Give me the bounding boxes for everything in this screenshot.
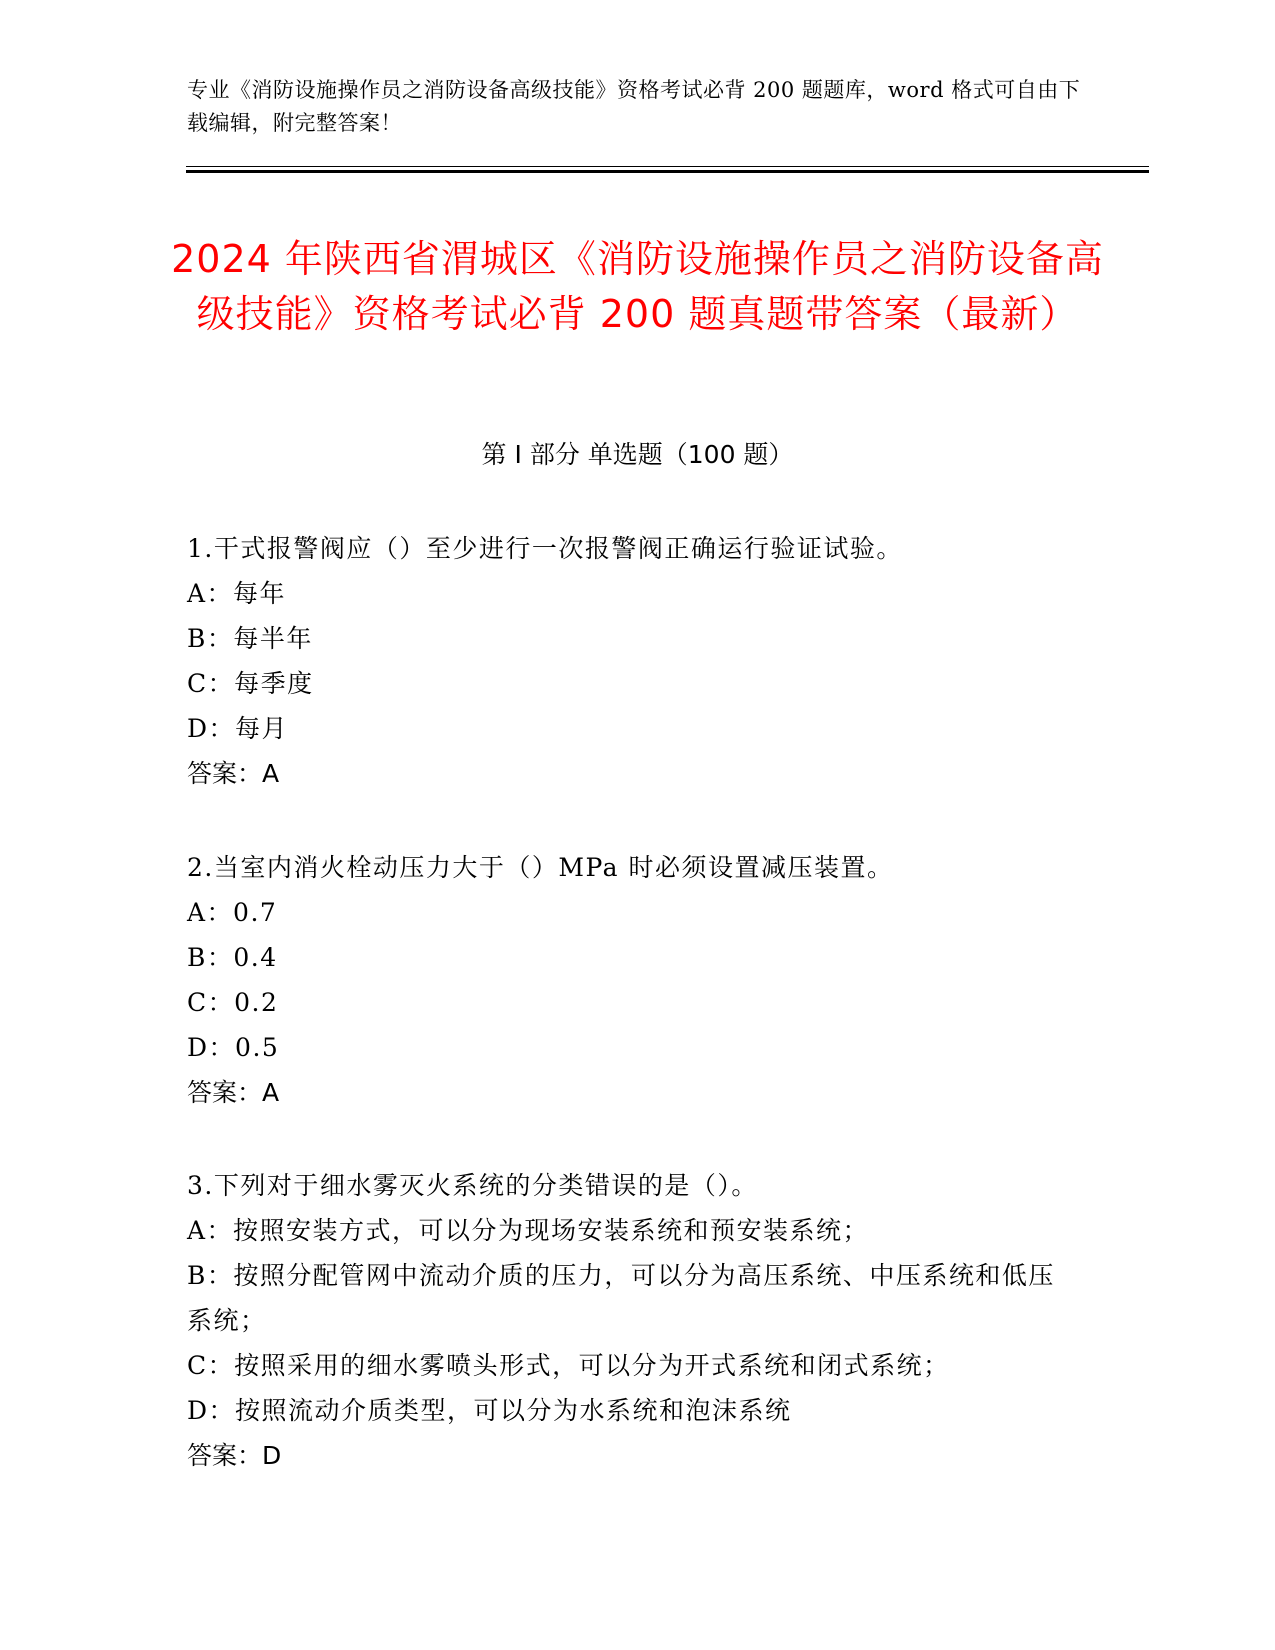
option-d: D：按照流动介质类型，可以分为水系统和泡沫系统 [187, 1396, 792, 1425]
answer-line: 答案：A [187, 759, 280, 788]
answer-line: 答案：A [187, 1078, 280, 1107]
option-a: A：0.7 [187, 898, 278, 927]
option-a: A：按照安装方式，可以分为现场安装系统和预安装系统； [187, 1216, 870, 1245]
option-c: C：0.2 [187, 988, 279, 1017]
option-a: A：每年 [187, 579, 287, 608]
question-stem: 2.当室内消火栓动压力大于（）MPa 时必须设置减压装置。 [187, 853, 894, 882]
header-divider-thick [186, 170, 1149, 173]
option-c: C：按照采用的细水雾喷头形式，可以分为开式系统和闭式系统； [187, 1351, 950, 1380]
question-3 [187, 1163, 1087, 1478]
document-title: 2024 年陕西省渭城区《消防设施操作员之消防设备高级技能》资格考试必背 200 题真题带答案（最新） [171, 237, 1104, 336]
question-stem: 3.下列对于细水雾灭火系统的分类错误的是（）。 [187, 1171, 758, 1200]
option-b: B：每半年 [187, 624, 313, 653]
option-b: B：0.4 [187, 943, 278, 972]
option-d: D：每月 [187, 714, 289, 743]
option-b: B：按照分配管网中流动介质的压力，可以分为高压系统、中压系统和低压系统； [187, 1261, 1055, 1335]
question-stem: 1.干式报警阀应（）至少进行一次报警阀正确运行验证试验。 [187, 534, 903, 563]
header-divider-thin [186, 166, 1149, 167]
question-1 [187, 526, 1087, 796]
option-d: D：0.5 [187, 1033, 280, 1062]
option-c: C：每季度 [187, 669, 314, 698]
answer-line: 答案：D [187, 1441, 282, 1470]
question-2 [187, 845, 1087, 1115]
header-note: 专业《消防设施操作员之消防设备高级技能》资格考试必背 200 题题库，word 格式可自由下载编辑，附完整答案！ [187, 78, 1081, 135]
section-heading: 第 I 部分 单选题（100 题） [481, 440, 794, 469]
